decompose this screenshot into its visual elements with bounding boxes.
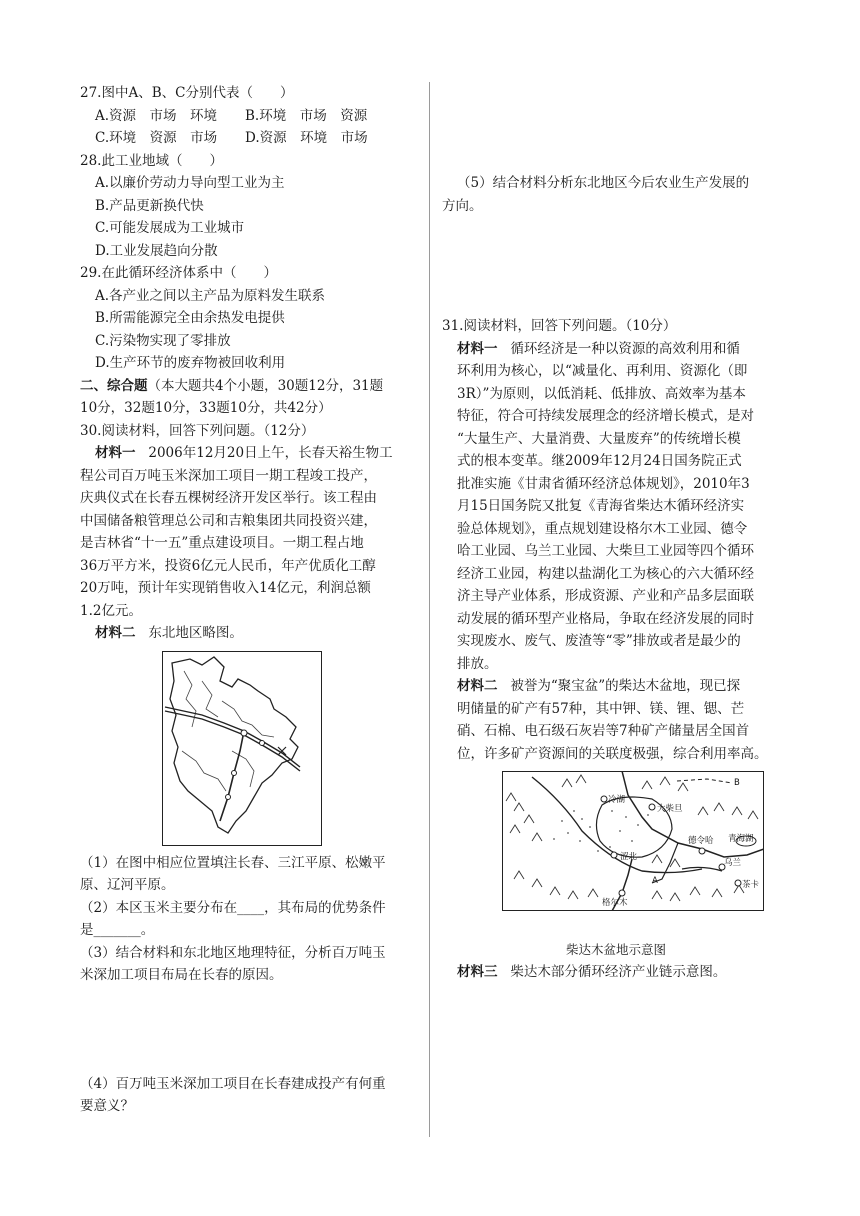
qaidam-basin-map	[502, 771, 764, 911]
q28-option-b: B.产品更新换代快	[95, 197, 204, 214]
q30-sub2-line: 是_______。	[80, 922, 155, 938]
q30-m1-line: 36万平方米，投资6亿元人民币，年产优质化工醇	[80, 557, 376, 574]
map-label-wulan: 乌兰	[724, 858, 742, 868]
q27-option-c: C.环境 资源 市场	[95, 130, 218, 146]
northeast-china-map	[162, 651, 322, 846]
map-label-lenghu: 冷湖	[608, 795, 626, 805]
q27-option-d: D.资源 环境 市场	[245, 130, 368, 146]
q31-m1-line: 环利用为核心，以“减量化、再利用、资源化（即	[457, 363, 748, 379]
q31-m1-line: 特征，符合可持续发展理念的经济增长模式，是对	[457, 408, 754, 424]
q31-m1-line: “大量生产、大量消费、大量废弃”的传统增长模	[457, 430, 741, 447]
q31-m1-line: 循环经济是一种以资源的高效利用和循	[510, 340, 740, 357]
q30-m1-line: 是吉林省“十一五”重点建设项目。一期工程占地	[80, 535, 364, 551]
q31-m1-line: 式的根本变革。继2009年12月24日国务院正式	[457, 453, 742, 469]
q28-stem: 28.此工业地域（ ）	[80, 152, 223, 169]
q30-sub4-line: （4）百万吨玉米深加工项目在长春建成投产有何重	[80, 1075, 386, 1092]
q30-m1-line: 1.2亿元。	[80, 602, 142, 619]
q30-m1-line: 程公司百万吨玉米深加工项目一期工程竣工投产，	[80, 467, 377, 484]
q30-stem: 30.阅读材料，回答下列问题。（12分）	[80, 422, 315, 439]
section2-note-1: （本大题共4个小题，30题12分，31题	[147, 377, 384, 394]
q29-option-a: A.各产业之间以主产品为原料发生联系	[95, 287, 326, 304]
q31-m2-label: 材料二	[457, 678, 498, 694]
q31-m1-line: 3R）”为原则，以低消耗、低排放、高效率为基本	[457, 385, 746, 402]
q31-m2-line: 硝、石棉、电石级石灰岩等7种矿产储量居全国首	[457, 723, 750, 739]
map-label-geermu: 格尔木	[602, 898, 628, 908]
q29-option-b: B.所需能源完全由余热发电提供	[95, 310, 285, 326]
map-label-qinghaihu: 青海湖	[728, 834, 754, 844]
q31-material1-first	[442, 338, 790, 361]
q30-sub5-line: 方向。	[442, 197, 483, 214]
column-divider	[429, 82, 430, 1137]
q31-m1-label: 材料一	[457, 340, 498, 357]
map-label-a: A	[652, 876, 658, 886]
q27-options-row1	[80, 105, 420, 128]
q27-option-b: B.环境 市场 资源	[245, 107, 368, 124]
map-label-dachaidan: 大柴旦	[657, 804, 683, 814]
q28-option-d: D.工业发展趋向分散	[95, 242, 218, 259]
q30-material2	[80, 622, 420, 645]
q31-m1-line: 批准实施《甘肃省循环经济总体规划》，2010年3	[457, 475, 750, 492]
q31-m1-line: 验总体规划》，重点规划建设格尔木工业园、德令	[457, 520, 748, 537]
q31-m3-label: 材料三	[457, 964, 498, 980]
map-label-sebei: 涩北	[620, 852, 638, 862]
q30-sub1-line: 原、辽河平原。	[80, 877, 175, 893]
q30-sub3-line: 米深加工项目布局在长春的原因。	[80, 967, 283, 983]
section2-heading	[80, 375, 420, 398]
q30-sub3-line: （3）结合材料和东北地区地理特征，分析百万吨玉	[80, 944, 386, 961]
map-label-b: B	[734, 778, 740, 788]
q27-option-a: A.资源 市场 环境	[95, 107, 218, 124]
q29-stem: 29.在此循环经济体系中（ ）	[80, 265, 277, 281]
q31-m1-line: 经济工业园，构建以盐湖化工为核心的六大循环经	[457, 565, 754, 582]
q29-option-c: C.污染物实现了零排放	[95, 332, 231, 349]
q30-m1-line: 20万吨，预计年实现销售收入14亿元，利润总额	[80, 580, 371, 596]
q31-m2-line: 明储量的矿产有57种，其中钾、镁、锂、锶、芒	[457, 700, 745, 717]
q27-stem: 27.图中A、B、C分别代表（ ）	[80, 85, 294, 101]
q31-stem: 31.阅读材料，回答下列问题。（10分）	[442, 318, 677, 334]
left-column	[80, 82, 420, 1118]
q30-m1-line: 2006年12月20日上午，长春天裕生物工	[148, 445, 393, 461]
map-label-chaka: 茶卡	[742, 880, 760, 890]
q28-option-c: C.可能发展成为工业城市	[95, 220, 245, 236]
q27-options-row2	[80, 127, 420, 150]
map-label-delingha: 德令哈	[688, 836, 714, 846]
q31-m1-line: 实现废水、废气、废渣等“零”排放或者是最少的	[457, 633, 741, 649]
q31-m1-line: 月15日国务院又批复《青海省柴达木循环经济实	[457, 498, 745, 514]
q31-m2-line: 位，许多矿产资源间的关联度极强，综合利用率高。	[457, 745, 768, 762]
q31-m3-text: 柴达木部分循环经济产业链示意图。	[510, 964, 727, 980]
q30-sub2-line: （2）本区玉米主要分布在____，其布局的优势条件	[80, 899, 386, 916]
right-column	[442, 82, 790, 984]
q31-m1-line: 排放。	[457, 655, 498, 672]
q31-material3	[442, 961, 790, 984]
q30-m1-line: 庆典仪式在长春五棵树经济开发区举行。该工程由	[80, 490, 377, 506]
q30-material1-first	[80, 442, 420, 465]
qaidam-map-caption: 柴达木盆地示意图	[565, 942, 666, 957]
q30-m1-line: 中国储备粮管理总公司和吉粮集团共同投资兴建，	[80, 512, 377, 529]
q30-sub5-line: （5）结合材料分析东北地区今后农业生产发展的	[457, 175, 750, 191]
q30-sub4-line: 要意义？	[80, 1098, 134, 1114]
q31-material2-first	[442, 675, 790, 698]
q28-option-a: A.以廉价劳动力导向型工业为主	[95, 175, 285, 191]
q30-m1-label: 材料一	[95, 445, 136, 461]
q31-m1-line: 济主导产业体系，形成资源、产业和产品多层面联	[457, 588, 754, 604]
q30-m2-label: 材料二	[95, 625, 136, 641]
q31-m1-line: 动发展的循环型产业格局，争取在经济发展的同时	[457, 610, 754, 627]
section2-note-2: 10分，32题10分，33题10分，共42分）	[80, 400, 332, 416]
q29-option-d: D.生产环节的废弃物被回收利用	[95, 355, 286, 371]
section2-title: 二、综合题	[80, 377, 148, 394]
q31-m1-line: 哈工业园、乌兰工业园、大柴旦工业园等四个循环	[457, 543, 754, 559]
q30-sub1-line: （1）在图中相应位置填注长春、三江平原、松嫩平	[80, 854, 386, 871]
q31-m2-line: 被誉为“聚宝盆”的柴达木盆地，现已探	[510, 678, 741, 694]
q30-m2-text: 东北地区略图。	[148, 625, 243, 641]
